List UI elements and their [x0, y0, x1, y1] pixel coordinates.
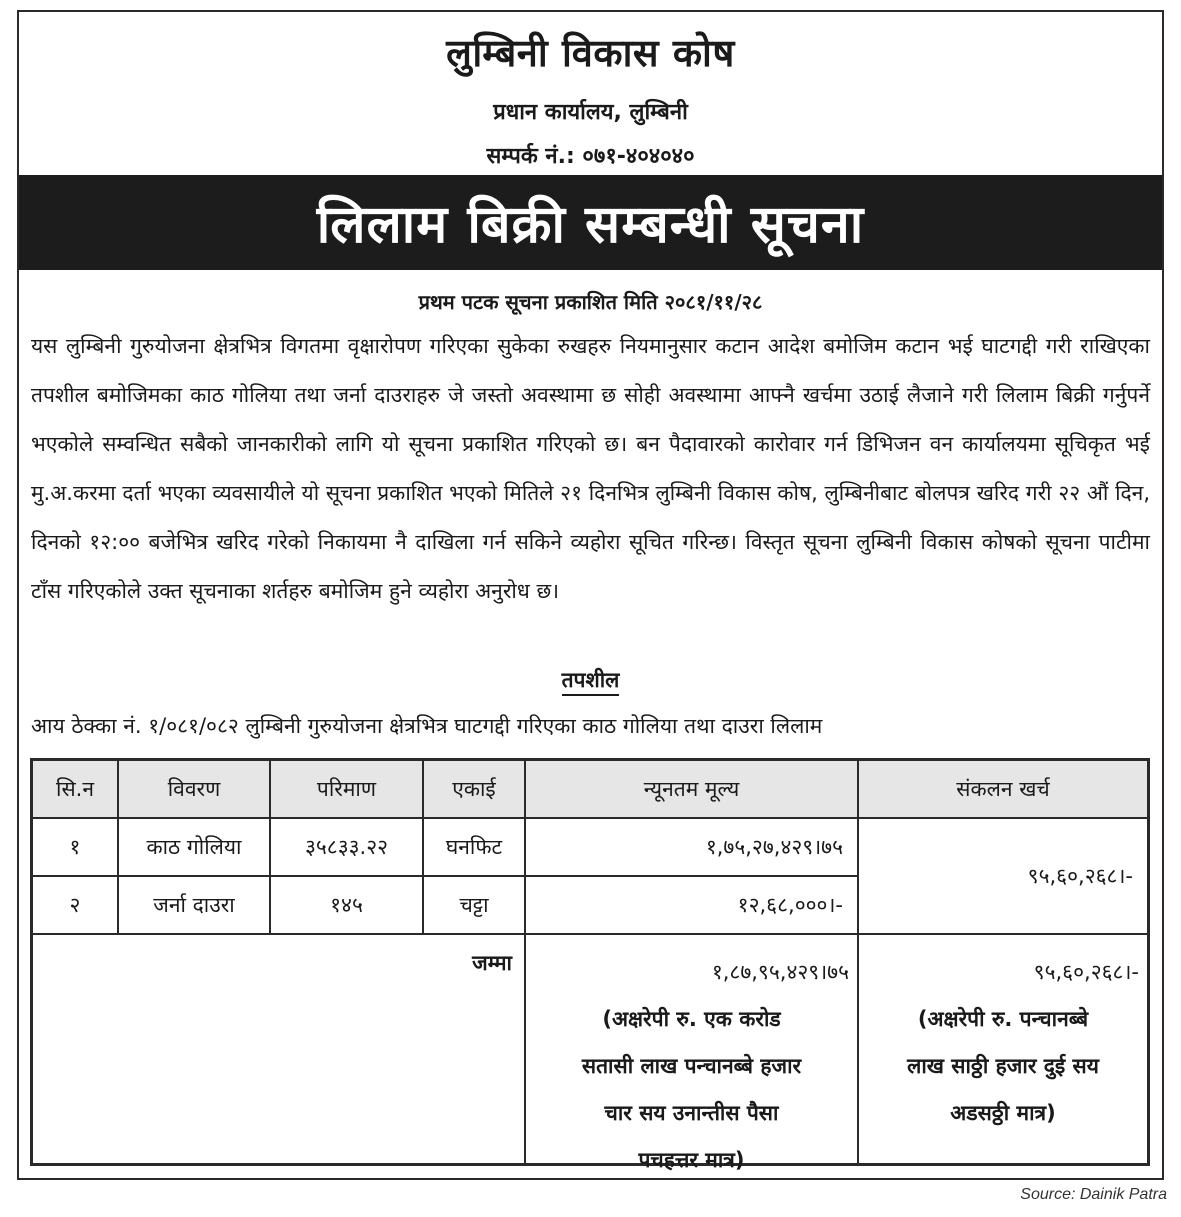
- schedule-heading: [19, 666, 1162, 694]
- source-credit: Source: Dainik Patra: [1020, 1186, 1167, 1203]
- row2-quantity: १४५: [270, 876, 423, 934]
- min-price-words-line: सतासी लाख पन्चानब्बे हजार: [581, 1054, 802, 1078]
- header-quantity: परिमाण: [270, 760, 423, 818]
- header-sn: सि.न: [32, 760, 118, 818]
- min-price-words-line: चार सय उनान्तीस पैसा: [604, 1101, 779, 1125]
- header-unit: एकाई: [423, 760, 525, 818]
- row2-unit: चट्टा: [423, 876, 525, 934]
- notice-body: यस लुम्बिनी गुरुयोजना क्षेत्रभित्र विगतमा वृक्षारोपण गरिएका सुकेका रुखहरु नियमानुसार कटान आदेश बमोजिम कटान भई घाटगद्दी गरी राखिएका तपशील बमोजिमका काठ गोलिया तथा जर्ना दाउराहरु जे जस्तो अवस्थामा छ सोही अवस्थामा आफ्नै खर्चमा उठाई लैजाने गरी लिलाम बिक्री गर्नुपर्ने भएकोले सम्वन्धित सबैको जानकारीको लागि यो सूचना प्रकाशित गरिएको छ। बन पैदावारको कारोवार गर्न डिभिजन वन कार्यालयमा सूचिकृत भई मु.अ.करमा दर्ता भएका व्यवसायीले यो सूचना प्रकाशित भएको मितिले २१ दिनभित्र लुम्बिनी विकास कोष, लुम्बिनीबाट बोलपत्र खरिद गरी २२ औं दिन, दिनको १२:०० बजेभित्र खरिद गरेको निकायमा नै दाखिला गर्न सकिने व्यहोरा सूचित गरिन्छ। विस्तृत सूचना लुम्बिनी विकास कोषको सूचना पाटीमा टाँस गरिएकोले उक्त सूचनाका शर्तहरु बमोजिम हुने व्यहोरा अनुरोध छ।: [31, 334, 1150, 603]
- auction-table: [30, 758, 1150, 1172]
- total-min-price-cell: [525, 934, 858, 1172]
- min-price-words-line: पचहत्तर मात्र): [638, 1148, 745, 1172]
- schedule-heading-label: तपशील: [562, 668, 620, 696]
- contract-description: आय ठेक्का नं. १/०८१/०८२ लुम्बिनी गुरुयोजना क्षेत्रभित्र घाटगद्दी गरिएका काठ गोलिया तथा दाउरा लिलाम: [31, 714, 823, 738]
- min-price-words-line: (अक्षरेपी रु. एक करोड: [602, 1007, 781, 1031]
- row2-min-price: १२,६८,०००।-: [525, 876, 858, 934]
- row1-item: काठ गोलिया: [118, 818, 270, 876]
- total-collection-cost-cell: [858, 934, 1148, 1164]
- collection-cost-words-line: अडसठ्ठी मात्र): [950, 1101, 1056, 1125]
- total-label: जम्मा: [32, 934, 525, 1164]
- publication-date: प्रथम पटक सूचना प्रकाशित मिति २०८१/११/२८: [418, 290, 763, 314]
- row2-sn: २: [32, 876, 118, 934]
- header-item: विवरण: [118, 760, 270, 818]
- row1-quantity: ३५८३३.२२: [270, 818, 423, 876]
- contact-number: सम्पर्क नं.: ०७१-४०४०४०: [486, 144, 695, 169]
- collection-cost: ९५,६०,२६८।-: [858, 818, 1148, 934]
- collection-cost-words-line: (अक्षरेपी रु. पन्चानब्बे: [917, 1007, 1089, 1031]
- row1-min-price: १,७५,२७,४२९।७५: [525, 818, 858, 876]
- title-banner: [19, 175, 1162, 270]
- row2-item: जर्ना दाउरा: [118, 876, 270, 934]
- total-min-price: १,८७,९५,४२९।७५: [711, 960, 849, 984]
- organization-name: लुम्बिनी विकास कोष: [446, 31, 735, 75]
- row1-sn: १: [32, 818, 118, 876]
- header-min-price: न्यूनतम मूल्य: [525, 760, 858, 818]
- row1-unit: घनफिट: [423, 818, 525, 876]
- notice-title: लिलाम बिक्री सम्बन्धी सूचना: [316, 195, 865, 255]
- header-collection-cost: संकलन खर्च: [858, 760, 1148, 818]
- office-address: प्रधान कार्यालय, लुम्बिनी: [493, 100, 688, 125]
- collection-cost-words-line: लाख साठ्ठी हजार दुई सय: [907, 1054, 1099, 1078]
- auction-notice: [17, 10, 1164, 1180]
- total-collection-cost: ९५,६०,२६८।-: [1033, 960, 1139, 984]
